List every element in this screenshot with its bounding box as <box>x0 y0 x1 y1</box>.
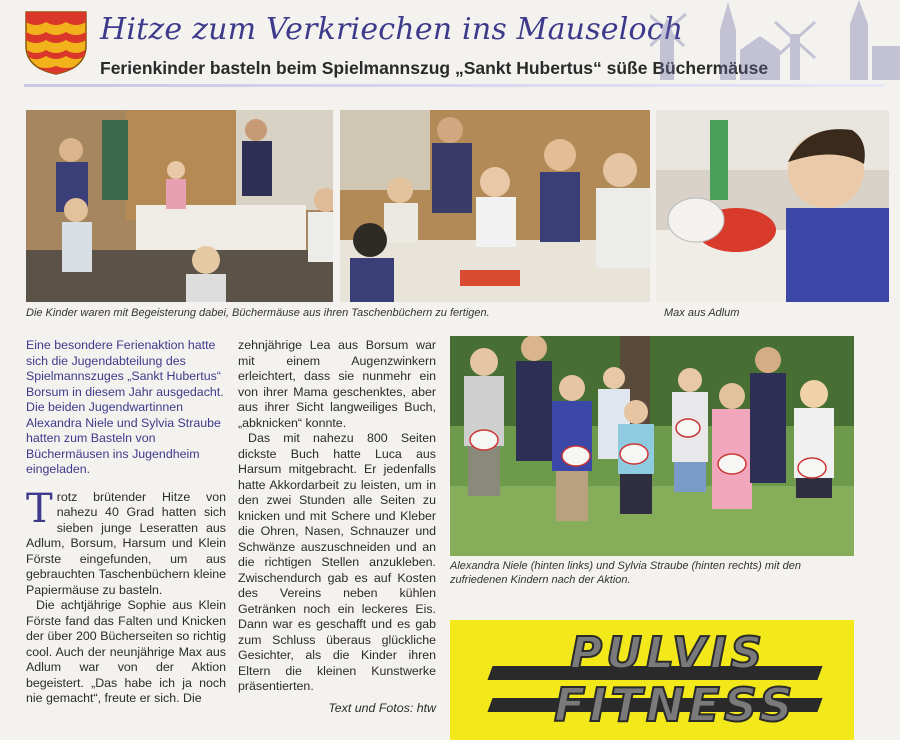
caption-group-photo-line-1: Alexandra Niele (hinten links) und Sylvia Straube (hinten rechts) mit den <box>450 560 801 572</box>
photo-kids-at-table <box>26 110 333 302</box>
caption-group-photo-line-2: zufriedenen Kindern nach der Aktion. <box>450 574 631 586</box>
article-headline: Hitze zum Verkriechen ins Mauseloch <box>100 12 684 47</box>
article-paragraph-1: rotz brütender Hitze von nahezu 40 Grad hatten sich sieben junge Leseratten aus Adlum, Borsum, Harsum und Klein Förste eingefunden, um aus gebrauchten Taschenbüchern kleine Papiermäuse zu basteln. <box>26 489 226 597</box>
article-subheadline: Ferienkinder basteln beim Spielmannszug „Sankt Hubertus“ süße Büchermäuse <box>100 58 769 78</box>
photo-max-portrait <box>656 110 889 302</box>
ad-brand-line-1: PULVIS <box>570 628 767 679</box>
advertisement-pulvis-fitness <box>450 620 854 740</box>
article-column-1 <box>26 338 226 707</box>
village-skyline-illustration <box>650 0 900 80</box>
photo-credit: Text und Fotos: htw <box>328 700 436 715</box>
coat-of-arms-icon <box>24 10 88 76</box>
photo-group <box>450 336 854 556</box>
caption-max-photo: Max aus Adlum <box>664 307 740 319</box>
header-rule <box>24 84 884 87</box>
article-intro: Eine besondere Ferienaktion hatte sich die Jugendabteilung des Spielmannszuges „Sankt Hubertus“ Borsum in diesem Jahr ausgedacht. Die beiden Jugendwartinnen Alexandra Niele und Sylvia Straube hatten zum Basteln von Büchermäusen ins Jugendheim eingeladen. <box>26 338 224 476</box>
article-paragraph-3: zehnjährige Lea aus Borsum war mit einem Augenzwinkern erleichtert, dass sie nunmehr ein von ihrer Mama geschenktes, aber aus ihrer Sicht langweiliges Buch, „abknicken“ konnte. <box>238 338 436 430</box>
article-paragraph-2: Die achtjährige Sophie aus Klein Förste fand das Falten und Knicken der über 200 Bücherseiten so richtig cool. Auch der neunjährige Max aus Adlum war von der Aktion begeistert. „Das habe ich ja noch nie gemacht“, freute er sich. Die <box>26 598 226 705</box>
caption-table-photo: Die Kinder waren mit Begeisterung dabei, Büchermäuse aus ihren Taschenbüchern zu fertigen. <box>26 307 490 319</box>
article-column-2 <box>238 338 436 716</box>
ad-brand-line-2: FITNESS <box>554 678 797 732</box>
article-paragraph-4: Das mit nahezu 800 Seiten dickste Buch hatte Luca aus Harsum mitgebracht. Er jedenfalls hatte Akkordarbeit zu leisten, um in den zwei Stunden alle Seiten zu knicken und mit Schere und Kleber die Ohren, Nasen, Schnauzer und Schwänze auszuschneiden und an die richtigen Stellen anzukleben. Zwischendurch gab es auf Kosten des Vereins neben kühlen Getränken noch ein leckeres Eis. Dann war es geschafft und es gab zum Schluss überaus glückliche Gesichter, als die Kinder ihren Eltern die kleinen Kunstwerke präsentierten. <box>238 431 436 693</box>
drop-cap: T <box>26 485 53 532</box>
photo-kids-folding-books <box>340 110 650 302</box>
